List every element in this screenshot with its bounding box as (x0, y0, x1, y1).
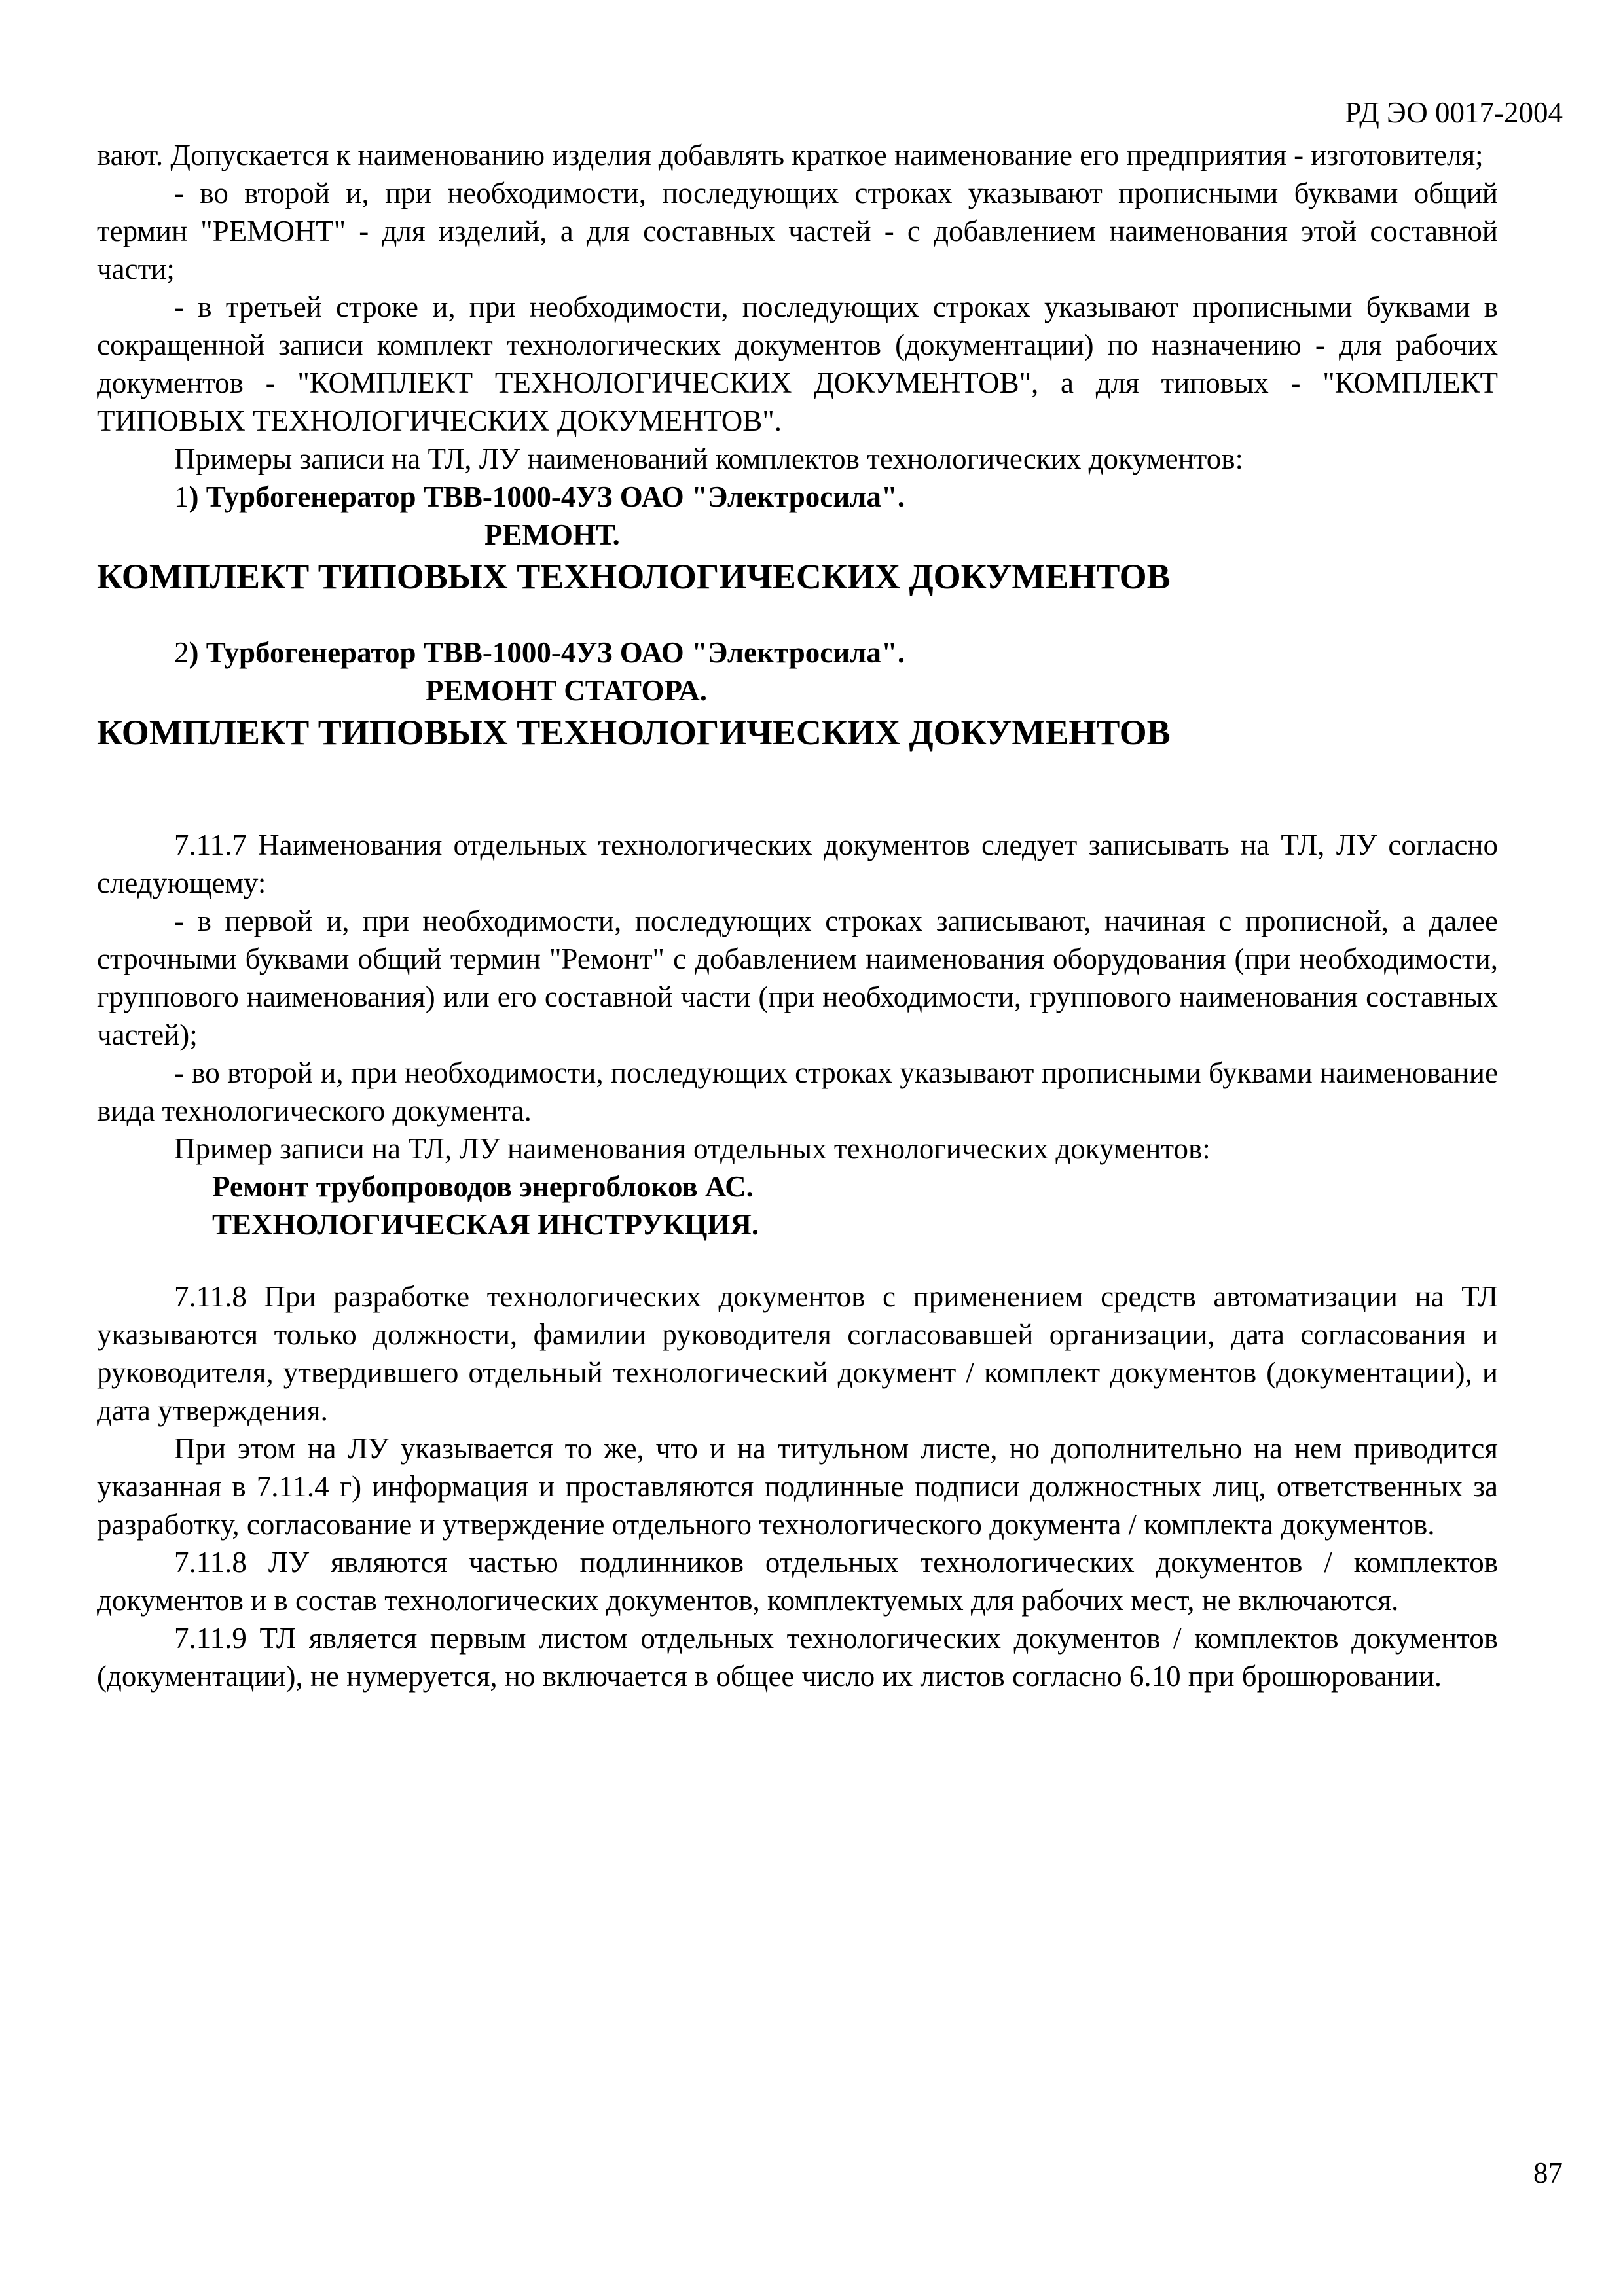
paragraph-example-intro: Пример записи на ТЛ, ЛУ наименования отдельных технологических документов: (174, 1132, 1211, 1165)
paragraph-7-11-8-lu: 7.11.8 ЛУ являются частью подлинников отдельных технологических документов / комплектов документов и в состав технологических документов, комплектуемых для рабочих мест, не включаются. (97, 1546, 1498, 1617)
example-1-number: 1 (174, 480, 189, 513)
paragraph-continuation: вают. Допускается к наименованию изделия добавлять краткое наименование его предприятия - изготовителя; (97, 139, 1484, 171)
example-2-line-1 (97, 634, 1498, 672)
paragraph-third-line-rule: - в третьей строке и, при необходимости, последующих строках указывают прописными буквами в сокращенной записи комплект технологических документов (документации) по назначению - для рабочих документов - "КОМПЛЕКТ ТЕХНОЛОГИЧЕСКИХ ДОКУМЕНТОВ", а для типовых - "КОМПЛЕКТ ТИПОВЫХ ТЕХНОЛОГИЧЕСКИХ ДОКУМЕНТОВ". (97, 291, 1498, 437)
paragraph-7-11-9: 7.11.9 ТЛ является первым листом отдельных технологических документов / комплектов документов (документации), не нумеруется, но включается в общее число их листов согласно 6.10 при брошюровании. (97, 1622, 1498, 1693)
example-2-number: 2 (174, 636, 189, 669)
example-3-line-2: ТЕХНОЛОГИЧЕСКАЯ ИНСТРУКЦИЯ. (212, 1208, 759, 1241)
example-1-product: ) Турбогенератор ТВВ-1000-4УЗ ОАО "Электросила". (189, 480, 905, 513)
paragraph-second-line-doc-type: - во второй и, при необходимости, последующих строках указывают прописными буквами наименование вида технологического документа. (97, 1056, 1498, 1127)
document-code: РД ЭО 0017-2004 (1345, 96, 1563, 129)
paragraph-7-11-8-automation: 7.11.8 При разработке технологических документов с применением средств автоматизации на ТЛ указываются только должности, фамилии руководителя согласовавшей организации, дата согласования и руководителя, утвердившего отдельный технологический документ / комплект документов (документации), и дата утверждения. (97, 1280, 1498, 1427)
page-number: 87 (1533, 2157, 1563, 2189)
example-1-line-1 (97, 478, 1498, 516)
example-1-kit-title: КОМПЛЕКТ ТИПОВЫХ ТЕХНОЛОГИЧЕСКИХ ДОКУМЕНТОВ (97, 557, 1171, 596)
example-3-line-1: Ремонт трубопроводов энергоблоков АС. (212, 1170, 754, 1203)
paragraph-second-line-rule: - во второй и, при необходимости, последующих строках указывают прописными буквами общий термин "РЕМОНТ" - для изделий, а для составных частей - с добавлением наименования этой составной части; (97, 177, 1498, 285)
example-2-kit-title: КОМПЛЕКТ ТИПОВЫХ ТЕХНОЛОГИЧЕСКИХ ДОКУМЕНТОВ (97, 713, 1171, 752)
example-1 (97, 478, 1498, 600)
paragraph-7-11-7: 7.11.7 Наименования отдельных технологических документов следует записывать на ТЛ, ЛУ согласно следующему: (97, 829, 1498, 899)
example-3 (97, 1168, 1498, 1244)
page-body (97, 136, 1498, 1695)
paragraph-examples-intro: Примеры записи на ТЛ, ЛУ наименований комплектов технологических документов: (174, 442, 1243, 475)
example-2 (97, 634, 1498, 755)
paragraph-first-line-rule: - в первой и, при необходимости, последующих строках записывают, начиная с прописной, а далее строчными буквами общий термин "Ремонт" с добавлением наименования оборудования (при необходимости, группового наименования) или его составной части (при необходимости, группового наименования составных частей); (97, 905, 1498, 1051)
example-2-product: ) Турбогенератор ТВВ-1000-4УЗ ОАО "Электросила". (189, 636, 905, 669)
example-1-repair: РЕМОНТ. (484, 518, 620, 551)
example-2-repair: РЕМОНТ СТАТОРА. (426, 674, 707, 707)
paragraph-lu-content: При этом на ЛУ указывается то же, что и на титульном листе, но дополнительно на нем приводится указанная в 7.11.4 г) информация и проставляются подлинные подписи должностных лиц, ответственных за разработку, согласование и утверждение отдельного технологического документа / комплекта документов. (97, 1432, 1498, 1541)
